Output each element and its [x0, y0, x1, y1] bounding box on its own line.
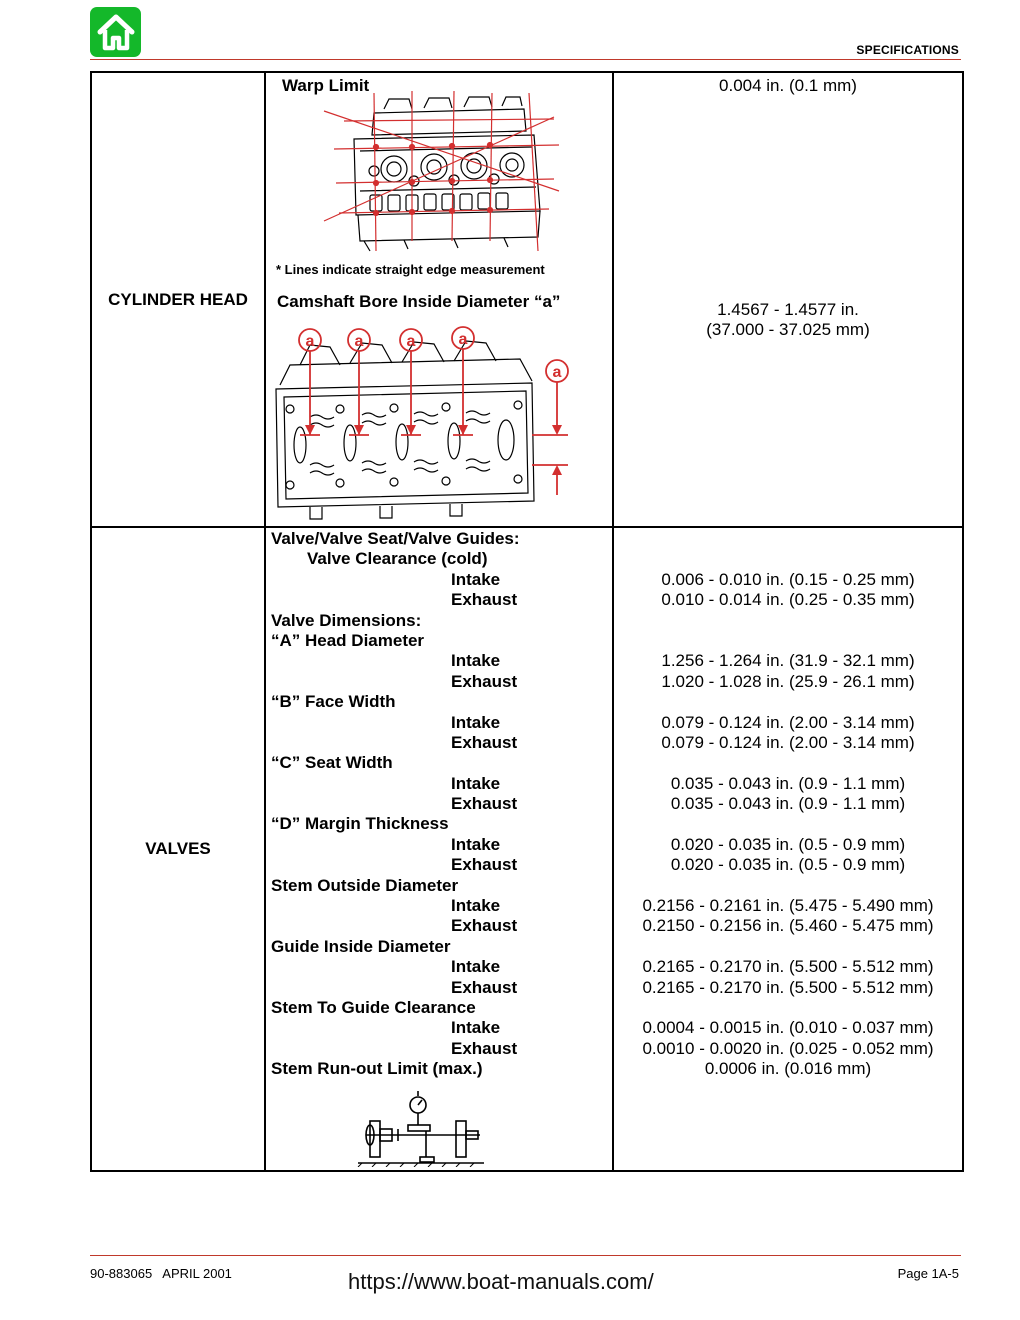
- valve-spec-label: Stem Run-out Limit (max.): [271, 1059, 483, 1079]
- valve-spec-label: Exhaust: [451, 855, 518, 875]
- valve-spec-value: 1.256 - 1.264 in. (31.9 - 32.1 mm): [661, 651, 915, 671]
- valve-spec-label: Exhaust: [451, 590, 518, 610]
- valve-spec-value: 0.2156 - 0.2161 in. (5.475 - 5.490 mm): [642, 896, 934, 916]
- valves-label: VALVES: [91, 527, 265, 1171]
- valve-spec-value: 0.0010 - 0.0020 in. (0.025 - 0.052 mm): [642, 1038, 934, 1058]
- valve-spec-label: Exhaust: [451, 916, 518, 936]
- valve-spec-values: [614, 529, 962, 1080]
- home-button[interactable]: [90, 7, 141, 57]
- valve-spec-label: Valve/Valve Seat/Valve Guides:: [271, 529, 520, 548]
- valve-spec-value: 0.020 - 0.035 in. (0.5 - 0.9 mm): [670, 855, 906, 875]
- warp-note: * Lines indicate straight edge measurement: [276, 262, 545, 277]
- valve-spec-label: Intake: [451, 834, 501, 854]
- valve-spec-value: [614, 529, 962, 549]
- valve-spec-label: “D” Margin Thickness: [271, 814, 449, 834]
- camshaft-bore-value-mm: (37.000 - 37.025 mm): [706, 320, 870, 339]
- document-reference: 90-883065 APRIL 2001: [90, 1266, 232, 1281]
- valve-spec-value: 0.2165 - 0.2170 in. (5.500 - 5.512 mm): [642, 977, 934, 997]
- valve-spec-value: [614, 753, 962, 773]
- valve-spec-value: [614, 611, 962, 631]
- warp-limit-diagram: [314, 91, 564, 261]
- valves-row: [91, 527, 963, 1171]
- bore-marker-a: a: [354, 333, 364, 350]
- warp-limit-value: 0.004 in. (0.1 mm): [719, 76, 857, 95]
- website-link[interactable]: https://www.boat-manuals.com/: [348, 1269, 654, 1294]
- valve-spec-value: [614, 814, 962, 834]
- valve-spec-label: Stem Outside Diameter: [271, 875, 459, 895]
- bore-marker-a: a: [305, 333, 315, 350]
- cylinder-head-details: [265, 72, 613, 527]
- valve-spec-value: [614, 631, 962, 651]
- valve-spec-label: Valve Clearance (cold): [307, 549, 488, 569]
- valve-spec-value: [614, 549, 962, 569]
- cylinder-head-values: [613, 72, 963, 527]
- valve-spec-label: Exhaust: [451, 732, 518, 752]
- bore-marker-a: a: [458, 331, 468, 348]
- home-icon: [96, 12, 136, 52]
- bore-marker-a: a: [406, 333, 416, 350]
- valve-spec-label: Exhaust: [451, 977, 518, 997]
- valve-spec-value: 0.035 - 0.043 in. (0.9 - 1.1 mm): [670, 773, 906, 793]
- valve-spec-label: Stem To Guide Clearance: [271, 997, 476, 1017]
- valve-spec-labels: [271, 529, 520, 1080]
- camshaft-bore-label: Camshaft Bore Inside Diameter “a”: [277, 292, 561, 311]
- valve-spec-label: Exhaust: [451, 671, 518, 691]
- valve-spec-label: Exhaust: [451, 1038, 518, 1058]
- valve-spec-label: Intake: [451, 651, 501, 671]
- valve-spec-value: [614, 998, 962, 1018]
- valve-spec-label: “A” Head Diameter: [271, 630, 425, 650]
- valves-details: [265, 527, 613, 1171]
- valve-spec-value: 0.0004 - 0.0015 in. (0.010 - 0.037 mm): [642, 1018, 934, 1038]
- valve-spec-label: Exhaust: [451, 794, 518, 814]
- valves-values: [613, 527, 963, 1171]
- valve-spec-value: [614, 937, 962, 957]
- spec-table: [90, 71, 964, 1172]
- bore-marker-a: a: [552, 364, 562, 381]
- section-title: SPECIFICATIONS: [856, 43, 959, 57]
- valve-spec-label: “C” Seat Width: [271, 753, 393, 773]
- valve-spec-value: [614, 876, 962, 896]
- footer-rule: [90, 1255, 961, 1256]
- valve-spec-value: 1.020 - 1.028 in. (25.9 - 26.1 mm): [661, 671, 915, 691]
- valve-spec-label: Valve Dimensions:: [271, 610, 422, 630]
- valve-spec-value: 0.2150 - 0.2156 in. (5.460 - 5.475 mm): [642, 916, 934, 936]
- valve-spec-label: Intake: [451, 712, 501, 732]
- valve-spec-value: 0.020 - 0.035 in. (0.5 - 0.9 mm): [670, 834, 906, 854]
- valve-spec-label: Intake: [451, 957, 501, 977]
- valve-spec-value: 0.0006 in. (0.016 mm): [704, 1059, 872, 1079]
- warp-limit-label: Warp Limit: [282, 76, 370, 95]
- runout-gauge-diagram: [356, 1085, 486, 1167]
- valve-spec-value: [614, 692, 962, 712]
- camshaft-bore-diagram: [270, 325, 580, 525]
- valve-spec-label: Guide Inside Diameter: [271, 936, 451, 956]
- page-number: Page 1A-5: [897, 1266, 959, 1281]
- valve-spec-value: 0.035 - 0.043 in. (0.9 - 1.1 mm): [670, 794, 906, 814]
- cylinder-head-row: [91, 72, 963, 527]
- valve-spec-value: 0.006 - 0.010 in. (0.15 - 0.25 mm): [661, 569, 915, 589]
- cylinder-head-label: CYLINDER HEAD: [91, 72, 265, 527]
- valve-spec-label: Intake: [451, 569, 501, 589]
- valve-spec-value: 0.079 - 0.124 in. (2.00 - 3.14 mm): [661, 712, 915, 732]
- valve-spec-value: 0.2165 - 0.2170 in. (5.500 - 5.512 mm): [642, 957, 934, 977]
- valve-spec-value: 0.079 - 0.124 in. (2.00 - 3.14 mm): [661, 732, 915, 752]
- valve-spec-label: Intake: [451, 896, 501, 916]
- valve-spec-value: 0.010 - 0.014 in. (0.25 - 0.35 mm): [661, 590, 915, 610]
- valve-spec-label: Intake: [451, 773, 501, 793]
- header-rule: [90, 59, 961, 60]
- valve-spec-label: Intake: [451, 1018, 501, 1038]
- valve-spec-label: “B” Face Width: [271, 692, 396, 712]
- camshaft-bore-value: 1.4567 - 1.4577 in.: [717, 300, 859, 319]
